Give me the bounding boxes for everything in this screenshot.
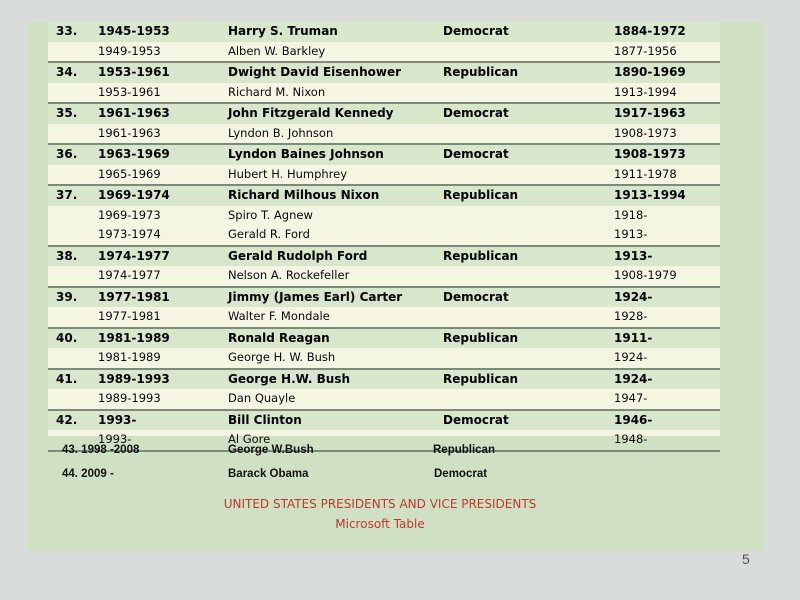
president-group <box>48 411 720 452</box>
president-lifespan: 1884-1972 <box>614 24 686 38</box>
president-name: Bill Clinton <box>228 412 302 427</box>
president-lifespan: 1911- <box>614 330 653 345</box>
vice-president-row <box>48 42 720 62</box>
party: Democrat <box>443 106 509 120</box>
extra-row-43-num-term: 43. 1998 -2008 <box>62 444 140 456</box>
president-group <box>48 329 720 370</box>
party: Democrat <box>443 24 509 38</box>
vp-term: 1981-1989 <box>98 350 161 364</box>
president-number: 37. <box>56 188 78 202</box>
vp-name: Alben W. Barkley <box>228 43 326 58</box>
president-row <box>48 186 720 206</box>
president-name: Ronald Reagan <box>228 330 330 345</box>
president-group <box>48 63 720 104</box>
president-number: 36. <box>56 147 78 161</box>
vp-lifespan: 1918- <box>614 207 648 222</box>
president-group <box>48 288 720 329</box>
president-term: 1961-1963 <box>98 106 170 120</box>
president-number: 42. <box>56 412 78 427</box>
vp-name: Walter F. Mondale <box>228 309 330 323</box>
president-lifespan: 1913-1994 <box>614 188 686 202</box>
party: Republican <box>443 248 519 263</box>
president-number: 41. <box>56 371 78 386</box>
vp-name: Al Gore <box>228 432 271 446</box>
presidents-table <box>48 22 720 446</box>
president-row <box>48 411 720 431</box>
president-term: 1977-1981 <box>98 289 170 304</box>
vice-president-row <box>48 225 720 245</box>
president-name: Gerald Rudolph Ford <box>228 248 368 263</box>
president-name: Jimmy (James Earl) Carter <box>228 289 403 304</box>
president-term: 1989-1993 <box>98 371 170 386</box>
vp-lifespan: 1877-1956 <box>614 43 677 58</box>
caption-title: UNITED STATES PRESIDENTS AND VICE PRESIDENTS <box>223 497 537 511</box>
president-row <box>48 145 720 165</box>
vp-name: Dan Quayle <box>228 391 296 405</box>
vp-lifespan: 1911-1978 <box>614 166 677 181</box>
vice-president-row <box>48 307 720 327</box>
president-number: 39. <box>56 289 78 304</box>
president-term: 1969-1974 <box>98 188 170 202</box>
president-group <box>48 145 720 186</box>
president-lifespan: 1908-1973 <box>614 147 686 161</box>
vp-lifespan: 1913-1994 <box>614 84 677 99</box>
vp-lifespan: 1908-1979 <box>614 268 677 282</box>
president-number: 34. <box>56 65 78 79</box>
president-row <box>48 247 720 267</box>
president-name: John Fitzgerald Kennedy <box>228 106 394 120</box>
president-term: 1953-1961 <box>98 65 170 79</box>
president-lifespan: 1924- <box>614 371 653 386</box>
vp-term: 1953-1961 <box>98 84 161 99</box>
vp-term: 1949-1953 <box>98 43 161 58</box>
vp-lifespan: 1908-1973 <box>614 125 677 140</box>
vice-president-row <box>48 83 720 103</box>
vp-term: 1961-1963 <box>98 125 161 140</box>
president-lifespan: 1890-1969 <box>614 65 686 79</box>
extra-row-44-name: Barack Obama <box>228 468 309 480</box>
vice-president-row <box>48 430 720 450</box>
president-term: 1945-1953 <box>98 24 170 38</box>
vp-lifespan: 1924- <box>614 350 648 364</box>
vp-term: 1965-1969 <box>98 166 161 181</box>
vp-term: 1969-1973 <box>98 207 161 222</box>
president-row <box>48 288 720 308</box>
party: Democrat <box>443 412 509 427</box>
party: Democrat <box>443 289 509 304</box>
vice-president-row <box>48 348 720 368</box>
president-number: 38. <box>56 248 78 263</box>
president-term: 1974-1977 <box>98 248 170 263</box>
president-row <box>48 370 720 390</box>
vice-president-row <box>48 124 720 144</box>
president-group <box>48 247 720 288</box>
vp-name: Hubert H. Humphrey <box>228 166 348 181</box>
vp-lifespan: 1928- <box>614 309 648 323</box>
president-number: 33. <box>56 24 78 38</box>
president-row <box>48 104 720 124</box>
extra-row-44-num-term: 44. 2009 - <box>62 468 114 480</box>
vp-name: Gerald R. Ford <box>228 227 310 241</box>
party: Republican <box>443 371 519 386</box>
vp-name: Spiro T. Agnew <box>228 207 313 222</box>
president-lifespan: 1913- <box>614 248 653 263</box>
vp-name: Nelson A. Rockefeller <box>228 268 350 282</box>
president-term: 1981-1989 <box>98 330 170 345</box>
president-group <box>48 22 720 63</box>
vp-lifespan: 1913- <box>614 227 648 241</box>
president-name: George H.W. Bush <box>228 371 351 386</box>
vp-name: Lyndon B. Johnson <box>228 125 334 140</box>
vp-name: Richard M. Nixon <box>228 84 326 99</box>
extra-row-43-name: George W.Bush <box>228 444 314 456</box>
president-name: Richard Milhous Nixon <box>228 188 380 202</box>
vp-lifespan: 1948- <box>614 432 648 446</box>
president-row <box>48 63 720 83</box>
president-number: 40. <box>56 330 78 345</box>
president-group <box>48 104 720 145</box>
president-term: 1963-1969 <box>98 147 170 161</box>
president-lifespan: 1946- <box>614 412 653 427</box>
vice-president-row <box>48 165 720 185</box>
vp-term: 1977-1981 <box>98 309 161 323</box>
party: Republican <box>443 65 519 79</box>
page-number: 5 <box>742 551 750 567</box>
caption-subtitle: Microsoft Table <box>335 517 425 531</box>
president-term: 1993- <box>98 412 137 427</box>
president-group <box>48 370 720 411</box>
president-row <box>48 329 720 349</box>
vp-term: 1989-1993 <box>98 391 161 405</box>
party: Republican <box>443 188 519 202</box>
vice-president-row <box>48 266 720 286</box>
vp-term: 1974-1977 <box>98 268 161 282</box>
president-number: 35. <box>56 106 78 120</box>
vp-lifespan: 1947- <box>614 391 648 405</box>
vice-president-row <box>48 389 720 409</box>
vp-term: 1993- <box>98 432 132 446</box>
extra-row-43-party: Republican <box>433 444 495 456</box>
vp-term: 1973-1974 <box>98 227 161 241</box>
president-row <box>48 22 720 42</box>
vice-president-row <box>48 206 720 226</box>
president-name: Harry S. Truman <box>228 24 338 38</box>
president-name: Lyndon Baines Johnson <box>228 147 384 161</box>
president-name: Dwight David Eisenhower <box>228 65 402 79</box>
vp-name: George H. W. Bush <box>228 350 336 364</box>
president-lifespan: 1917-1963 <box>614 106 686 120</box>
party: Republican <box>443 330 519 345</box>
extra-row-44-party: Democrat <box>434 468 488 480</box>
president-group <box>48 186 720 247</box>
president-lifespan: 1924- <box>614 289 653 304</box>
party: Democrat <box>443 147 509 161</box>
